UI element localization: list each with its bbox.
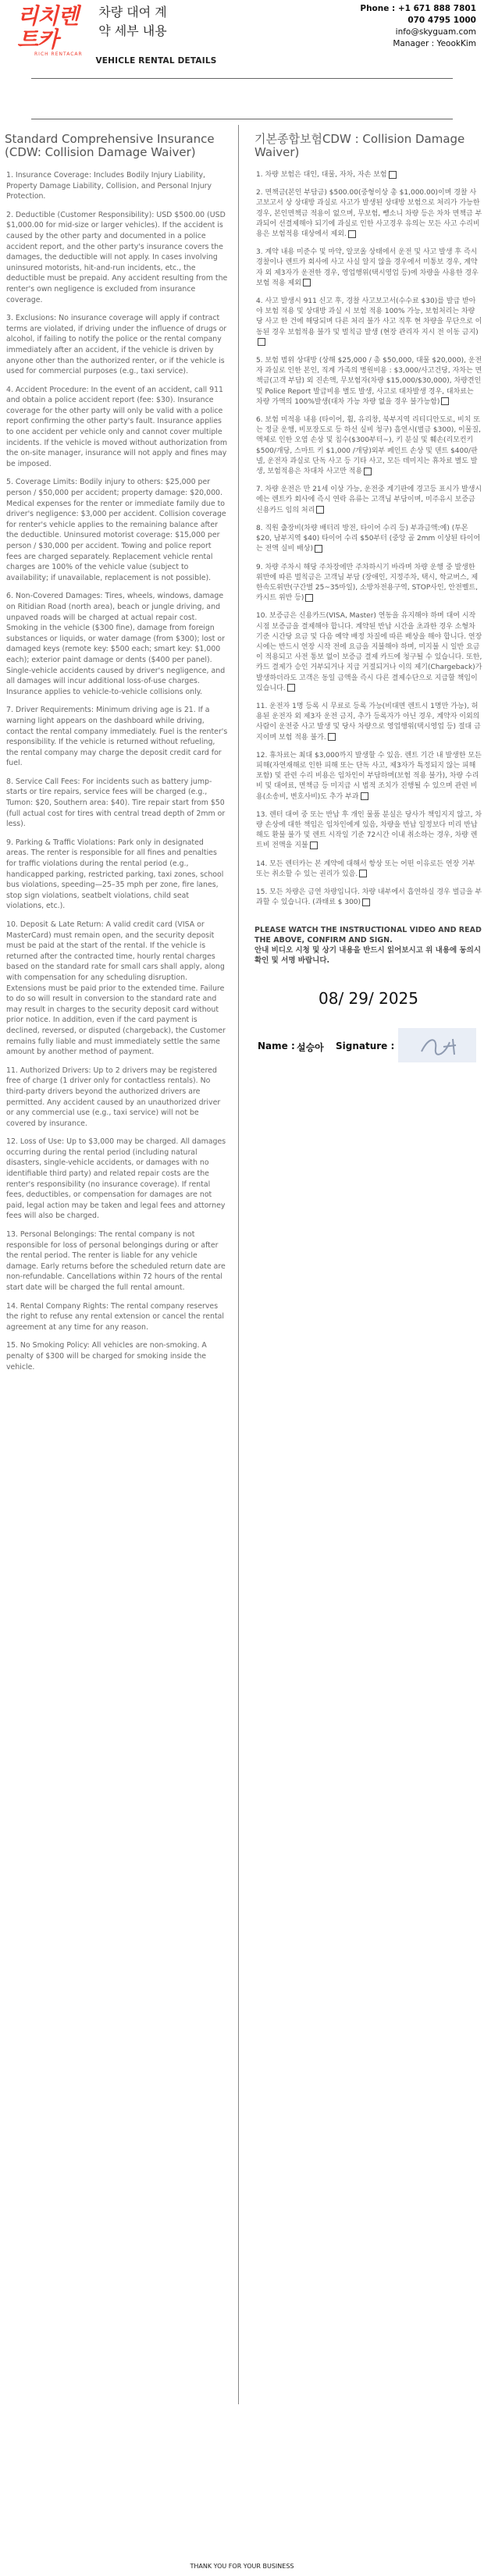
english-term-item: 13. Personal Belongings: The rental company is not responsible for loss of personal belongings during or after the rental period. The renter is liable for any vehicle damage. Early returns before the scheduled return date are non-refundable. Cancellations within 72 hours of the rental start date will be charged the full rental amount. (6, 1230, 226, 1292)
korean-term-text: 13. 렌터 대여 중 또는 반납 후 개인 물품 분실은 당사가 책임지지 않고, 차량 손상에 대한 책임은 임차인에게 있음, 차량을 반납 일정보다 미리 반납해도 환불 불가 및 렌트 시작일 기준 72시간 이내 취소하는 경우, 차량 렌트비 전액을 지불 (256, 810, 482, 850)
notice-korean: 안내 비디오 시청 및 상기 내용을 반드시 읽어보시고 위 내용에 동의시 확인 및 서명 바랍니다. (254, 946, 482, 966)
korean-term-text: 2. 면책금(본인 부담금) $500.00(중형이상 총 $1,000.00)이며 경찰 사고보고서 상 상대방 과실로 사고가 발생된 상대방 보험으로 처리가 가능한 경우, 본인면책금 적용이 없으며, 무보험, 뺑소니 차량 등은 차차 면책금 부과되어 선결제해야 되기에 과실로 인한 사고경우 유의는 모든 사고 수리비용은 보험적용 대상에서 제외. (256, 189, 482, 239)
signature-label: Signature : (336, 1041, 395, 1052)
agree-checkbox[interactable] (315, 545, 322, 553)
korean-term-item (256, 170, 482, 180)
english-term-item: 9. Parking & Traffic Violations: Park only in designated areas. The renter is responsible for all fines and penalties for traffic violations during the rental period (e.g., handicapped parking, restricted parking, taxi zones, school bus violations, speeding—25–35 mph per zone, fire lanes, stop sign violations, seatbelt violations, child seat violations, etc.). (6, 838, 224, 911)
korean-section-title: 기본종합보험CDW : Collision Damage Waiver) (254, 132, 465, 159)
agree-checkbox[interactable] (441, 397, 449, 405)
english-term-item: 14. Rental Company Rights: The rental company reserves the right to refuse any rental extension or cancel the rental agreement at any time for any reason. (6, 1301, 224, 1332)
agree-checkbox[interactable] (316, 506, 324, 514)
korean-term-item (256, 415, 482, 477)
contact-info (343, 3, 476, 50)
company-logo (17, 3, 95, 57)
signature-stroke-icon (398, 1028, 476, 1062)
english-terms-column (5, 133, 228, 1380)
english-term-item: 12. Loss of Use: Up to $3,000 may be charged. All damages occurring during the rental period (including natural disasters, single-vehicle accidents, or damages with no identifiable third party) and related repair costs are the renter's responsibility (no insurance coverage). If rental fees, deductibles, or compensation for damages are not paid, legal action may be taken and legal fees and attorney fees will also be charged. (6, 1137, 226, 1221)
title-english: VEHICLE RENTAL DETAILS (95, 56, 217, 66)
korean-terms-list (254, 170, 482, 908)
korean-term-text: 5. 보험 범위 상대방 (상해 $25,000 / 총 $50,000, 대물 $20,000), 운전자 과실로 인한 본인, 직계 가족의 병원비용 : $3,000/사고건당, 자차는 면책금(고객 부담) 외 진손액, 무보험자(차량 $15,000/$30,000), 차량견인 및 Police Report 발급비용 별도 발생, 사고로 대차발생 경우, 대차료는 차량 가액의 100%발생(대차 가능 차량 없을 경우 불가능함) (256, 357, 482, 406)
korean-term-text: 10. 보증금은 신용카드(VISA, Master) 연동을 유지해야 하며 대여 시작 시점 보증금을 결제해야 합니다. 계약된 반납 시간을 초과한 경우 소형차 기준 시간당 요금 및 다음 예약 배정 차질에 따른 배상을 해야 합니다. 연장 시에는 반드시 연장 시작 전에 요금을 지불해야 하며, 미지불 시 일반 요금이 적용되고 사전 통보 없이 보증금 결제 카드에 청구될 수 있습니다. 또한, 카드 결제가 승인 거부되거나 지급 거절되거나 이의 제기(Chargeback)가 발생하더라도 고객은 동일 금액을 즉시 다른 결제수단으로 지급할 책임이 있습니다. (256, 612, 482, 692)
signature-image (398, 1028, 476, 1062)
korean-term-item (256, 611, 482, 694)
english-term-item: 10. Deposit & Late Return: A valid credit card (VISA or MasterCard) must remain open, and the security deposit must be paid at the start of the rental. If the vehicle is returned after the contracted time, hourly rental charges based on the standard rate for small cars shall apply, along with compensation for any scheduling disruption. Extensions must be paid prior to the extended time. Failure to do so will result in conversion to the standard rate and may result in charges to the security deposit card without prior notice. In addition, even if the card payment is declined, reversed, or disputed (chargeback), the Customer remains fully liable and must immediately settle the same amount by another method of payment. (6, 920, 226, 1057)
korean-term-item (256, 485, 482, 516)
signed-date: 08/ 29/ 2025 (319, 989, 418, 1009)
korean-term-text: 12. 휴차료는 최대 $3,000까지 발생할 수 있음. 렌트 기간 내 발생한 모든 피해(자연재해로 인한 피해 또는 단독 사고, 제3자가 특정되지 않는 피해 포함) 및 관련 수리 비용은 임차인이 부담하며(보험 적용 불가), 차량 수리비 및 대여료, 면책금 등 미지급 시 법적 조치가 진행될 수 있으며 관련 비용(소송비, 변호사비)도 추가 부과 (256, 751, 482, 801)
agree-checkbox[interactable] (305, 594, 313, 602)
korean-term-item (256, 563, 482, 604)
korean-term-text: 3. 계약 내용 미준수 및 마약, 알코올 상태에서 운전 및 사고 발생 후 즉시 경찰이나 렌트카 회사에 사고 사실 알지 않을 경우에서 미통보 경우, 계약자 외 제3자가 운전한 경우, 영업행위(택시영업 등)에 차량을 사용한 경우 보험 적용 제외 (256, 248, 479, 287)
korean-term-text: 4. 사고 발생시 911 신고 후, 경찰 사고보고서(수수료 $30)를 발급 받아야 보험 적용 및 상대방 과실 시 보험 적용 100% 가능, 보험처리는 차량 당 사고 한 건에 해당되며 다른 처리 불가 사고 직후 현 차량을 무단으로 이동된 경우 보험적용 불가 및 벌칙금 발생 (현장 관리자 지시 전 이동 금지) (256, 297, 482, 336)
agree-checkbox[interactable] (364, 468, 372, 475)
korean-term-text: 9. 차량 주차시 해당 주차장에만 주차하시기 바라며 차량 운행 중 발생한 위반에 따른 벌칙금은 고객님 부담 (장애인, 지정주차, 택시, 학교버스, 제한속도위반(구간별 25~35마일), 소방차전용구역, STOP사인, 안전벨트, 카시트 위반 등) (256, 563, 479, 603)
agree-checkbox[interactable] (328, 733, 336, 741)
korean-term-item (256, 810, 482, 852)
korean-term-text: 11. 운전자 1명 등록 시 무료로 등록 가능(비대면 렌트시 1명만 가능), 허용된 운전자 외 제3자 운전 금지, 추가 등록자가 아닌 경우, 계약자 이외의 사람이 운전중 사고 발생 및 당사 차량으로 영업행위(택시영업 등) 절대 금지이며 보험 적용 불가. (256, 702, 481, 742)
title-korean: 차량 대여 계약 세부 내용 (98, 5, 167, 38)
english-term-item: 6. Non-Covered Damages: Tires, wheels, windows, damage on Ritidian Road (north area), beach or jungle driving, and unpaved roads will be charged at actual repair cost. Smoking in the vehicle ($300 fine), damage from foreign substances or liquids, or water damage (from $300); lost or damaged keys (remote key: $500 each; smart key: $1,000 each); exterior paint damage or dents ($400 per panel). Single-vehicle accidents caused by driver's negligence, and all damages will incur additional loss-of-use charges. Insurance applies to vehicle-to-vehicle collisions only. (6, 592, 226, 696)
korean-term-item (256, 524, 482, 555)
english-term-item: 3. Exclusions: No insurance coverage will apply if contract terms are violated, if driving under the influence of drugs or alcohol, if failing to notify the police or the rental company immediately after an accident, if the vehicle is driven by anyone other than the authorized renter, or if the vehicle is used for commercial purposes (e.g., taxi service). (6, 314, 227, 376)
korean-term-text: 15. 모든 차량은 금연 차량입니다. 차량 내부에서 흡연하실 경우 벌금을 부과할 수 있습니다. (과태료 $ 300) (256, 888, 482, 907)
korean-term-item (256, 888, 482, 908)
english-terms-list (5, 170, 228, 1372)
korean-term-item (256, 188, 482, 240)
signature-row (254, 1026, 482, 1066)
header-rule-top (31, 78, 453, 79)
korean-term-text: 8. 직원 출장비(차량 배터리 방전, 타이어 수리 등) 부과금액:예) (투몬 $20, 남부지역 $40) 타이어 수리 $50부터 (중앙 골 2mm 이상된 타이어는 전액 실비 배상) (256, 524, 481, 553)
document-header (0, 0, 484, 78)
korean-term-text: 6. 보험 미적용 내용 (타이어, 휠, 유리창, 북부지역 리티디안도로, 비치 또는 정글 운행, 비포장도로 등 하선 실비 청구) 흡연시(벌금 $300), 이물질, 액체로 인한 오염 손상 및 침수($300부터~), 키 분실 및 훼손(리모컨키 $500/개당, 스마트 키 $1,000 /개당)외부 페인트 손상 및 덴트 $400/판넬, 운전자 과실로 단독 사고 등 기타 사고, 모든 데미지는 휴차료 별도 발생, 보험적용은 차대차 사고만 적용 (256, 416, 481, 476)
column-divider (238, 125, 239, 2404)
agree-checkbox[interactable] (287, 684, 295, 692)
footer-thanks: THANK YOU FOR YOUR BUSINESS (190, 2563, 294, 2570)
korean-term-item (256, 356, 482, 407)
manager: Manager : YeookKim (393, 39, 476, 48)
logo-subtext: RICH RENTACAR (34, 52, 83, 57)
korean-term-text: 14. 모든 렌터카는 본 계약에 대해서 항상 또는 어떤 이유로든 연장 거부 또는 취소할 수 있는 권리가 있음. (256, 859, 475, 878)
agree-checkbox[interactable] (389, 171, 397, 179)
agree-checkbox[interactable] (362, 898, 370, 906)
english-term-item: 8. Service Call Fees: For incidents such as battery jump-starts or tire repairs, service fees will be charged (e.g., Tumon: $20, Southern area: $40). Tire repair start from $50 (full actual cost for tires with central tread depth of 2mm or less). (6, 777, 226, 829)
korean-term-item (256, 859, 482, 880)
agree-checkbox[interactable] (361, 792, 368, 800)
korean-term-item (256, 751, 482, 802)
notice-english: PLEASE WATCH THE INSTRUCTIONAL VIDEO AND READ THE ABOVE, CONFIRM AND SIGN. (254, 926, 482, 945)
agree-checkbox[interactable] (348, 230, 356, 238)
english-term-item: 7. Driver Requirements: Minimum driving age is 21. If a warning light appears on the dashboard while driving, contact the rental company immediately. Fuel is the renter's responsibility. If the vehicle is returned without refueling, the rental company may charge the deposit credit card for fuel. (6, 706, 228, 768)
english-term-item: 2. Deductible (Customer Responsibility): USD $500.00 (USD $1,000.00 for mid-size or larger vehicles). If the accident is caused by the other party and documented in a police accident report, and the other party's insurance covers the damages, the deductible will not apply. In cases involving uninsured motorists, hit-and-run incidents, etc., the deductible must be prepaid. Any accident resulting from the renter's own negligence is excluded from insurance coverage. (6, 210, 228, 304)
korean-term-text: 1. 차량 보험은 대인, 대물, 자차, 자손 보험 (256, 171, 387, 179)
phone-secondary: 070 4795 1000 (407, 16, 476, 25)
logo-text: 리치렌트카 (17, 3, 79, 52)
agree-checkbox[interactable] (258, 338, 265, 346)
korean-term-item (256, 702, 482, 743)
english-section-title: Standard Comprehensive Insurance (CDW: Collision Damage Waiver) (5, 132, 215, 159)
email: info@skyguam.com (395, 27, 476, 37)
phone-primary: Phone : +1 671 888 7801 (360, 4, 476, 13)
agree-checkbox[interactable] (310, 841, 318, 849)
english-term-item: 5. Coverage Limits: Bodily injury to others: $25,000 per person / $50,000 per accident; property damage: $20,000. Medical expenses for the renter or immediate family due to driver's negligence: $3,000 per accident. Collision coverage for renter's vehicle applies to the remaining balance after the deductible. Uninsured motorist coverage: $15,000 per person / $30,000 per accident. Towing and police report fees are charged separately. Replacement vehicle rental charges are 100% of the vehicle value (subject to availability; if unavailable, replacement is not possible). (6, 478, 226, 582)
korean-term-item (256, 297, 482, 348)
english-term-item: 1. Insurance Coverage: Includes Bodily Injury Liability, Property Damage Liability, Collision, and Personal Injury Protection. (6, 171, 212, 201)
agree-checkbox[interactable] (303, 279, 311, 286)
korean-term-item (256, 247, 482, 289)
agree-checkbox[interactable] (359, 870, 367, 877)
name-label: Name : (258, 1041, 295, 1052)
english-term-item: 4. Accident Procedure: In the event of an accident, call 911 and obtain a police accident report (fee: $30). Insurance coverage for the other party will only be valid with a police report confirming the other party's fault. Insurance applies to one accident per vehicle only and cannot cover multiple incidents. If the vehicle is moved without authorization from the on-site manager, insurance will not apply and fines may be imposed. (6, 385, 227, 468)
name-value: 설승아 (297, 1042, 324, 1054)
korean-term-text: 7. 차량 운전은 만 21세 이상 가능, 운전중 계기판에 경고등 표시가 발생시에는 렌트카 회사에 즉시 연락 유류는 고객님 부담이며, 미주유시 보증금 신용카드 임의 처리 (256, 486, 482, 514)
english-term-item: 15. No Smoking Policy: All vehicles are non-smoking. A penalty of $300 will be charged for smoking inside the vehicle. (6, 1341, 207, 1372)
korean-terms-column (254, 133, 482, 1066)
english-term-item: 11. Authorized Drivers: Up to 2 drivers may be registered free of charge (1 driver only for contactless rentals). No third-party drivers beyond the authorized drivers are permitted. Any accident caused by an unauthorized driver or any commercial use (e.g., taxi service) will not be covered by insurance. (6, 1066, 221, 1128)
